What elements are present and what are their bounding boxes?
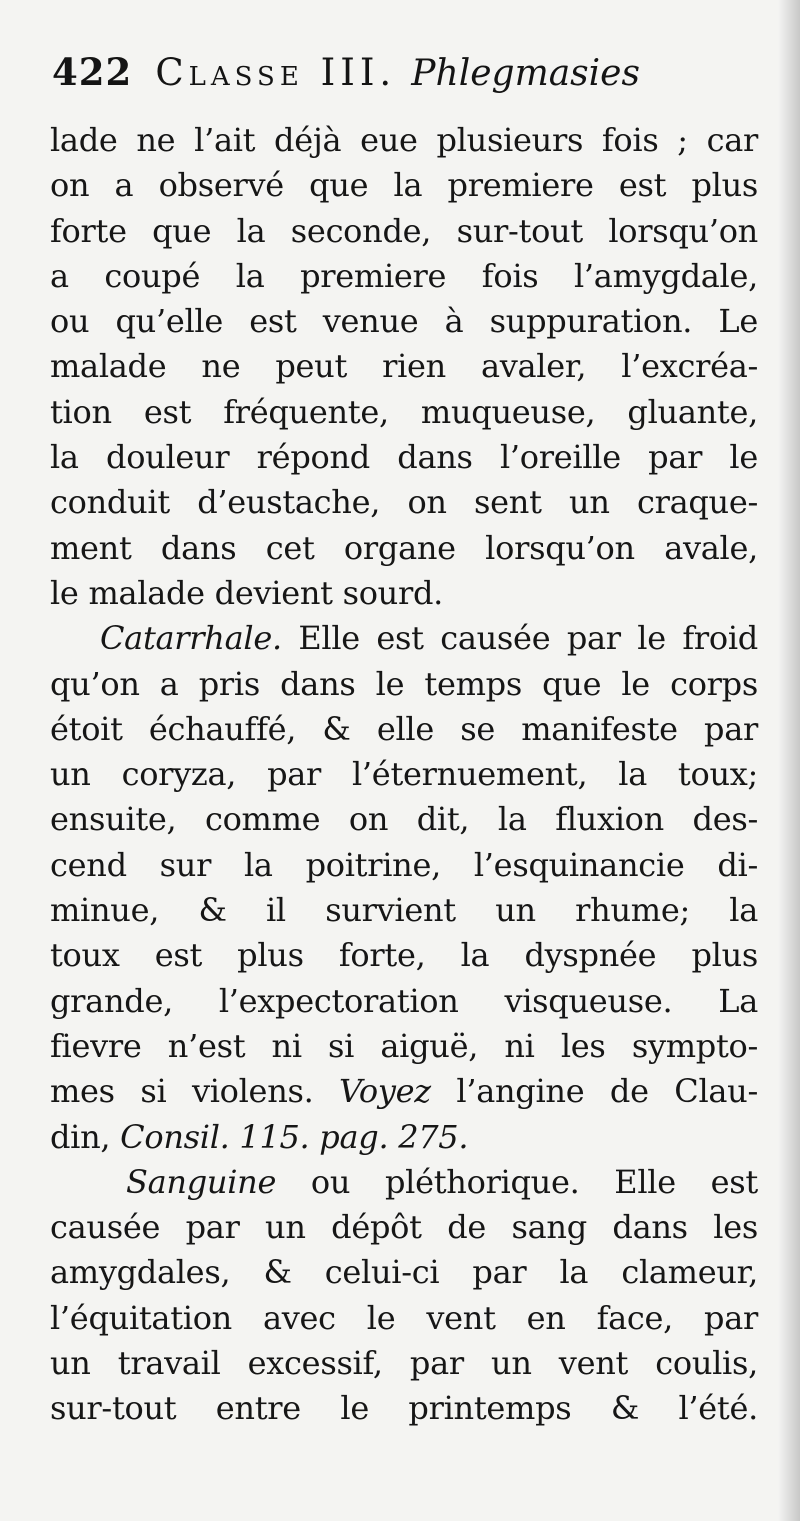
page-number: 422 xyxy=(52,50,133,94)
running-head: Classe III. xyxy=(155,51,397,94)
text-line: din, Consil. 115. pag. 275. xyxy=(50,1117,469,1156)
text-line: cend sur la poitrine, l’esquinancie di- xyxy=(50,845,758,884)
text-line: un coryza, par l’éternuement, la toux; xyxy=(50,755,758,794)
text-line: tion est fréquente, muqueuse, gluante, xyxy=(50,392,758,431)
text-line: ensuite, comme on dit, la fluxion des- xyxy=(50,800,758,839)
text-line: qu’on a pris dans le temps que le corps xyxy=(50,664,758,703)
text-line: amygdales, & celui-ci par la clameur, xyxy=(50,1253,758,1292)
text-line: minue, & il survient un rhume; la xyxy=(50,891,758,930)
text-line: forte que la seconde, sur-tout lorsqu’on xyxy=(50,211,758,250)
page-header xyxy=(52,50,640,110)
text-line: lade ne l’ait déjà eue plusieurs fois ; car xyxy=(50,121,758,159)
text-line: a coupé la premiere fois l’amygdale, xyxy=(50,256,758,295)
text-line: Sanguine ou pléthorique. Elle est xyxy=(126,1162,758,1201)
running-head-subtitle: Phlegmasies xyxy=(411,53,640,94)
text-line: la douleur répond dans l’oreille par le xyxy=(50,438,758,477)
paragraph-heading: Sanguine xyxy=(126,1162,277,1201)
text-line: sur-tout entre le printemps & l’été. xyxy=(50,1389,758,1428)
text-line: étoit échauffé, & elle se manifeste par xyxy=(50,709,758,748)
text-line: conduit d’eustache, on sent un craque- xyxy=(50,483,758,522)
citation: Consil. 115. pag. 275. xyxy=(110,1117,469,1156)
text-line: grande, l’expectoration visqueuse. La xyxy=(50,981,758,1020)
text-line: malade ne peut rien avaler, l’excréa- xyxy=(50,347,758,386)
cross-reference: Voyez xyxy=(313,1072,431,1111)
text-line: ment dans cet organe lorsqu’on avale, xyxy=(50,528,758,567)
text-line: le malade devient sourd. xyxy=(50,573,444,612)
text-line: ou qu’elle est venue à suppuration. Le xyxy=(50,302,758,341)
text-line: causée par un dépôt de sang dans les xyxy=(50,1208,758,1247)
text-line: toux est plus forte, la dyspnée plus xyxy=(50,936,758,975)
text-line: un travail excessif, par un vent coulis, xyxy=(50,1344,758,1383)
body-text xyxy=(50,118,758,1432)
text-line: mes si violens. Voyez l’angine de Clau- xyxy=(50,1072,758,1111)
text-line: on a observé que la premiere est plus xyxy=(50,166,758,205)
paragraph-heading: Catarrhale. xyxy=(100,619,282,658)
text-line: l’équitation avec le vent en face, par xyxy=(50,1298,758,1337)
text-line: fievre n’est ni si aiguë, ni les sympto- xyxy=(50,1026,758,1065)
page-edge-shadow xyxy=(778,0,800,1521)
text-line: Catarrhale. Elle est causée par le froid xyxy=(100,619,758,658)
